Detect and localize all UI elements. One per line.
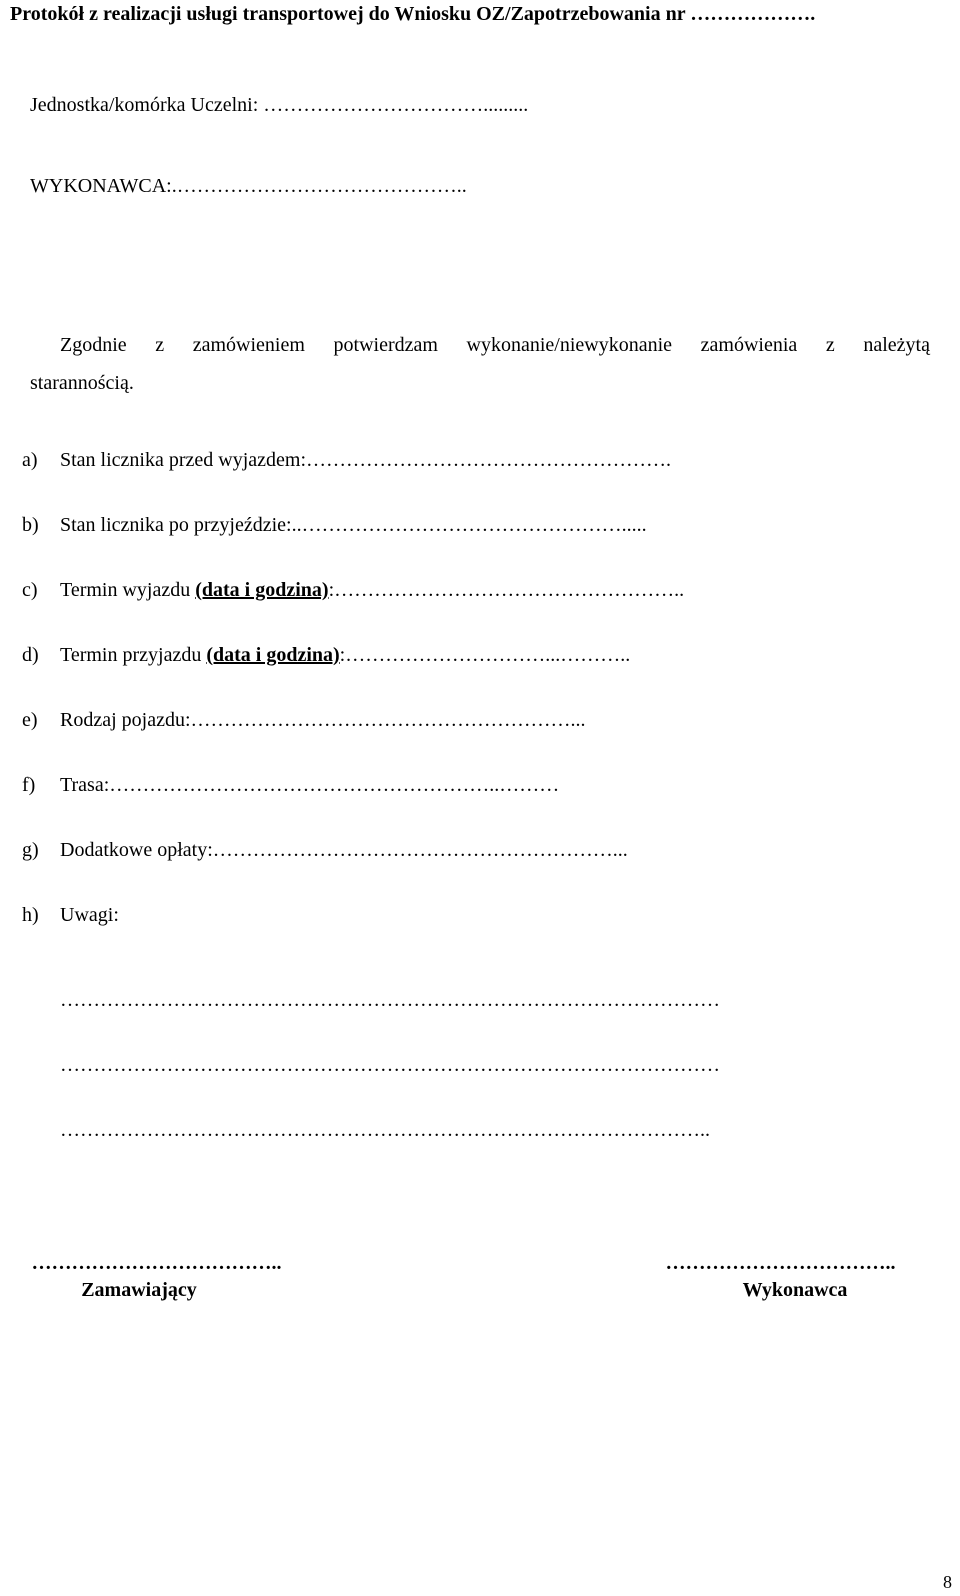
item-arrival-time — [22, 643, 630, 667]
item-label: Dodatkowe opłaty: — [60, 839, 213, 861]
statement-line: Zgodnie z zamówieniem potwierdzam wykonanie/niewykonanie zamówienia z należytą — [60, 334, 930, 356]
item-marker: g) — [22, 839, 39, 861]
item-label: Uwagi: — [60, 904, 119, 926]
item-label: Stan licznika przed wyjazdem: — [60, 449, 307, 471]
item-label: Termin wyjazdu — [60, 579, 196, 601]
signature-right-label: Wykonawca — [742, 1279, 848, 1301]
item-label: Rodzaj pojazdu: — [60, 709, 191, 731]
item-tail: .. — [674, 579, 685, 601]
item-route — [22, 773, 559, 797]
item-marker: h) — [22, 904, 39, 926]
item-label-underlined: (data i godzina) — [195, 579, 329, 601]
item-label: Trasa: — [60, 774, 110, 796]
item-tail: ..... — [621, 514, 647, 536]
signature-left-dots: ……………………………….. — [31, 1252, 282, 1274]
remarks-line: ……………………………………………………………………………………… — [60, 1054, 720, 1076]
item-marker: d) — [22, 644, 39, 666]
item-odometer-after — [22, 513, 647, 537]
item-label: Termin przyjazdu — [60, 644, 207, 666]
unit-line: Jednostka/komórka Uczelni: ……………………………......... — [30, 94, 529, 116]
remarks-line: ……………………………………………………………………………………… — [60, 989, 720, 1011]
item-extra-fees — [22, 838, 628, 862]
item-dots: …………………………………………… — [334, 579, 675, 601]
remarks-line: …………………………………………………………………………………….. — [60, 1119, 710, 1141]
item-label-underlined: (data i godzina) — [206, 644, 340, 666]
item-suffix: : — [339, 644, 346, 666]
item-tail: ... — [570, 709, 586, 731]
item-dots: …………………………...……….. — [345, 644, 631, 666]
item-suffix: : — [328, 579, 335, 601]
item-dots: …………………………………………………… — [212, 839, 613, 861]
document-title: Protokół z realizacji usługi transportowej do Wniosku OZ/Zapotrzebowania nr ………………. — [10, 3, 816, 25]
item-odometer-before — [22, 448, 671, 472]
item-marker: e) — [22, 709, 38, 731]
item-dots: …………………………………………………..……… — [109, 774, 560, 796]
item-departure-time — [22, 578, 684, 602]
item-marker: f) — [22, 774, 36, 796]
item-marker: b) — [22, 514, 39, 536]
signature-left-label: Zamawiający — [81, 1279, 197, 1301]
contractor-line: WYKONAWCA:.…………………………………….. — [30, 175, 467, 197]
item-vehicle-type — [22, 708, 586, 732]
item-marker: c) — [22, 579, 38, 601]
item-marker: a) — [22, 449, 38, 471]
item-tail: ... — [612, 839, 628, 861]
item-dots: ………………………………………………… — [190, 709, 571, 731]
item-label: Stan licznika po przyjeździe: — [60, 514, 292, 536]
page-number: 8 — [943, 1572, 952, 1592]
signature-right-dots: …………………………….. — [665, 1252, 896, 1274]
item-remarks — [22, 903, 119, 927]
item-dots: ………………………………………………. — [306, 449, 672, 471]
item-dots: ..………………………………………… — [291, 514, 622, 536]
statement-line-continuation: starannością. — [30, 372, 134, 394]
